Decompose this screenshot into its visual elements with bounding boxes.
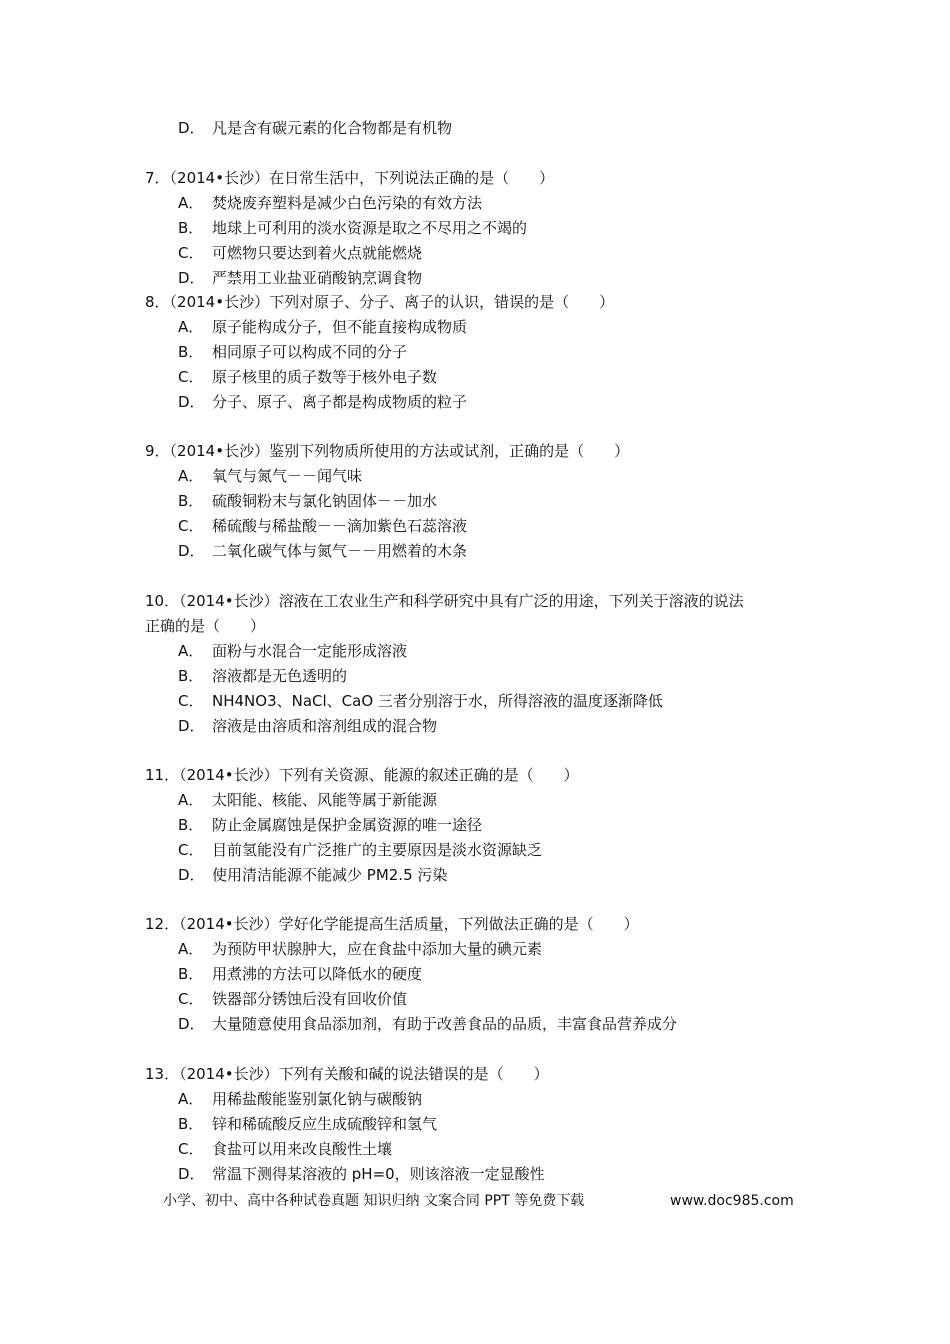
option-text: 铁器部分锈蚀后没有回收价值 <box>212 990 408 1008</box>
option-text: 严禁用工业盐亚硝酸钠烹调食物 <box>212 269 423 287</box>
option-letter: C． <box>178 841 204 859</box>
option-text: 溶液是由溶质和溶剂组成的混合物 <box>212 717 438 735</box>
option-letter: A． <box>178 940 204 958</box>
option-letter: B． <box>178 965 204 983</box>
option-letter: B． <box>178 816 204 834</box>
option-text: 相同原子可以构成不同的分子 <box>212 343 408 361</box>
option-text: 原子核里的质子数等于核外电子数 <box>212 368 438 386</box>
option-text: 目前氢能没有广泛推广的主要原因是淡水资源缺乏 <box>212 841 543 859</box>
option-text: 用稀盐酸能鉴别氯化钠与碳酸钠 <box>212 1090 423 1108</box>
footer-text: 小学、初中、高中各种试卷真题 知识归纳 文案合同 PPT 等免费下载 <box>163 1193 585 1209</box>
option-letter: D． <box>178 717 205 735</box>
option-letter: D． <box>178 1015 205 1033</box>
option-letter: D． <box>178 542 205 560</box>
option-letter: C． <box>178 517 204 535</box>
option-text: 防止金属腐蚀是保护金属资源的唯一途径 <box>212 816 483 834</box>
option-letter: A． <box>178 467 204 485</box>
option-letter: D． <box>178 119 205 137</box>
option-text: 焚烧废弃塑料是减少白色污染的有效方法 <box>212 194 483 212</box>
option-letter: A． <box>178 1090 204 1108</box>
question-stem: 12．（2014•长沙）学好化学能提高生活质量，下列做法正确的是（ ） <box>145 915 639 933</box>
option-letter: A． <box>178 194 204 212</box>
option-text: 凡是含有碳元素的化合物都是有机物 <box>212 119 453 137</box>
option-letter: D． <box>178 1165 205 1183</box>
option-text: 食盐可以用来改良酸性土壤 <box>212 1140 393 1158</box>
option-letter: B． <box>178 492 204 510</box>
option-text: 稀硫酸与稀盐酸－－滴加紫色石蕊溶液 <box>212 517 468 535</box>
option-text: 分子、原子、离子都是构成物质的粒子 <box>212 393 468 411</box>
option-letter: B． <box>178 343 204 361</box>
option-text: 用煮沸的方法可以降低水的硬度 <box>212 965 423 983</box>
option-letter: C． <box>178 692 204 710</box>
option-letter: D． <box>178 269 205 287</box>
question-stem: 11．（2014•长沙）下列有关资源、能源的叙述正确的是（ ） <box>145 766 579 784</box>
option-text: 原子能构成分子，但不能直接构成物质 <box>212 318 468 336</box>
question-stem-continued: 正确的是（ ） <box>145 617 266 635</box>
question-stem: 10．（2014•长沙）溶液在工农业生产和科学研究中具有广泛的用途，下列关于溶液的说法 <box>145 592 744 610</box>
option-letter: A． <box>178 642 204 660</box>
option-letter: B． <box>178 219 204 237</box>
option-letter: C． <box>178 1140 204 1158</box>
option-text: 硫酸铜粉末与氯化钠固体－－加水 <box>212 492 438 510</box>
question-stem: 13．（2014•长沙）下列有关酸和碱的说法错误的是（ ） <box>145 1065 549 1083</box>
question-stem: 8．（2014•长沙）下列对原子、分子、离子的认识，错误的是（ ） <box>145 293 615 311</box>
option-letter: C． <box>178 368 204 386</box>
question-stem: 9．（2014•长沙）鉴别下列物质所使用的方法或试剂，正确的是（ ） <box>145 442 630 460</box>
option-text: 可燃物只要达到着火点就能燃烧 <box>212 244 423 262</box>
option-letter: A． <box>178 318 204 336</box>
option-text: 使用清洁能源不能减少 PM2.5 污染 <box>212 866 448 884</box>
footer-url: www.doc985.com <box>670 1193 794 1209</box>
option-text: 面粉与水混合一定能形成溶液 <box>212 642 408 660</box>
question-stem: 7．（2014•长沙）在日常生活中，下列说法正确的是（ ） <box>145 169 555 187</box>
option-letter: D． <box>178 393 205 411</box>
option-text: 二氧化碳气体与氮气－－用燃着的木条 <box>212 542 468 560</box>
option-letter: A． <box>178 791 204 809</box>
option-text: 地球上可利用的淡水资源是取之不尽用之不竭的 <box>212 219 528 237</box>
option-text: 锌和稀硫酸反应生成硫酸锌和氢气 <box>212 1115 438 1133</box>
option-text: NH4NO3、NaCl、CaO 三者分别溶于水，所得溶液的温度逐渐降低 <box>212 692 663 710</box>
option-text: 常温下测得某溶液的 pH=0，则该溶液一定显酸性 <box>212 1165 545 1183</box>
option-letter: C． <box>178 990 204 1008</box>
option-text: 大量随意使用食品添加剂，有助于改善食品的品质，丰富食品营养成分 <box>212 1015 678 1033</box>
option-letter: B． <box>178 1115 204 1133</box>
option-text: 氧气与氮气－－闻气味 <box>212 467 363 485</box>
option-letter: C． <box>178 244 204 262</box>
option-text: 为预防甲状腺肿大，应在食盐中添加大量的碘元素 <box>212 940 543 958</box>
option-text: 溶液都是无色透明的 <box>212 667 348 685</box>
option-text: 太阳能、核能、风能等属于新能源 <box>212 791 438 809</box>
option-letter: B． <box>178 667 204 685</box>
option-letter: D． <box>178 866 205 884</box>
